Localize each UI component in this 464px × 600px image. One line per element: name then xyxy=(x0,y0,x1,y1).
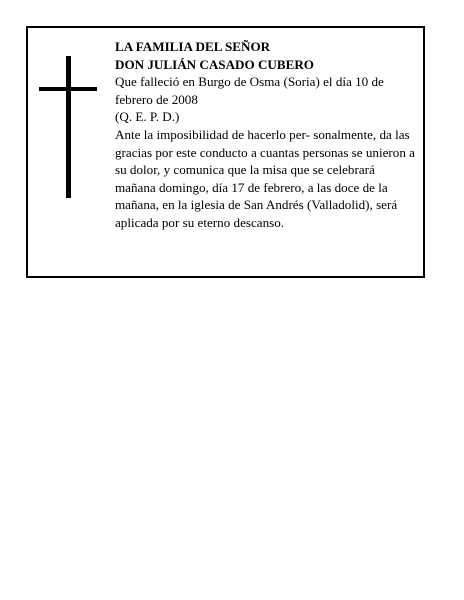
notice-text xyxy=(115,38,415,232)
obituary-notice-box xyxy=(26,26,425,278)
latin-cross-icon xyxy=(39,56,97,198)
notice-body-text: Ante la imposibilidad de hacerlo per- sonalmente, da las gracias por este conducto a cuantas personas se unieron a su dolor, y comunica que la misa que se celebrará mañana domingo, día 17 de febrero, a las doce de la mañana, en la iglesia de San Andrés (Valladolid), será aplicada por su eterno descanso. xyxy=(115,126,415,230)
cross-horizontal-bar xyxy=(39,87,97,91)
notice-heading-deceased-name: DON JULIÁN CASADO CUBERO xyxy=(115,56,314,72)
cross-vertical-bar xyxy=(66,56,71,198)
qepd-text: (Q. E. P. D.) xyxy=(115,109,180,125)
death-statement: Que falleció en Burgo de Osma (Soria) el día 10 de febrero de 2008 xyxy=(115,74,384,107)
notice-heading-family: LA FAMILIA DEL SEÑOR xyxy=(115,39,271,54)
